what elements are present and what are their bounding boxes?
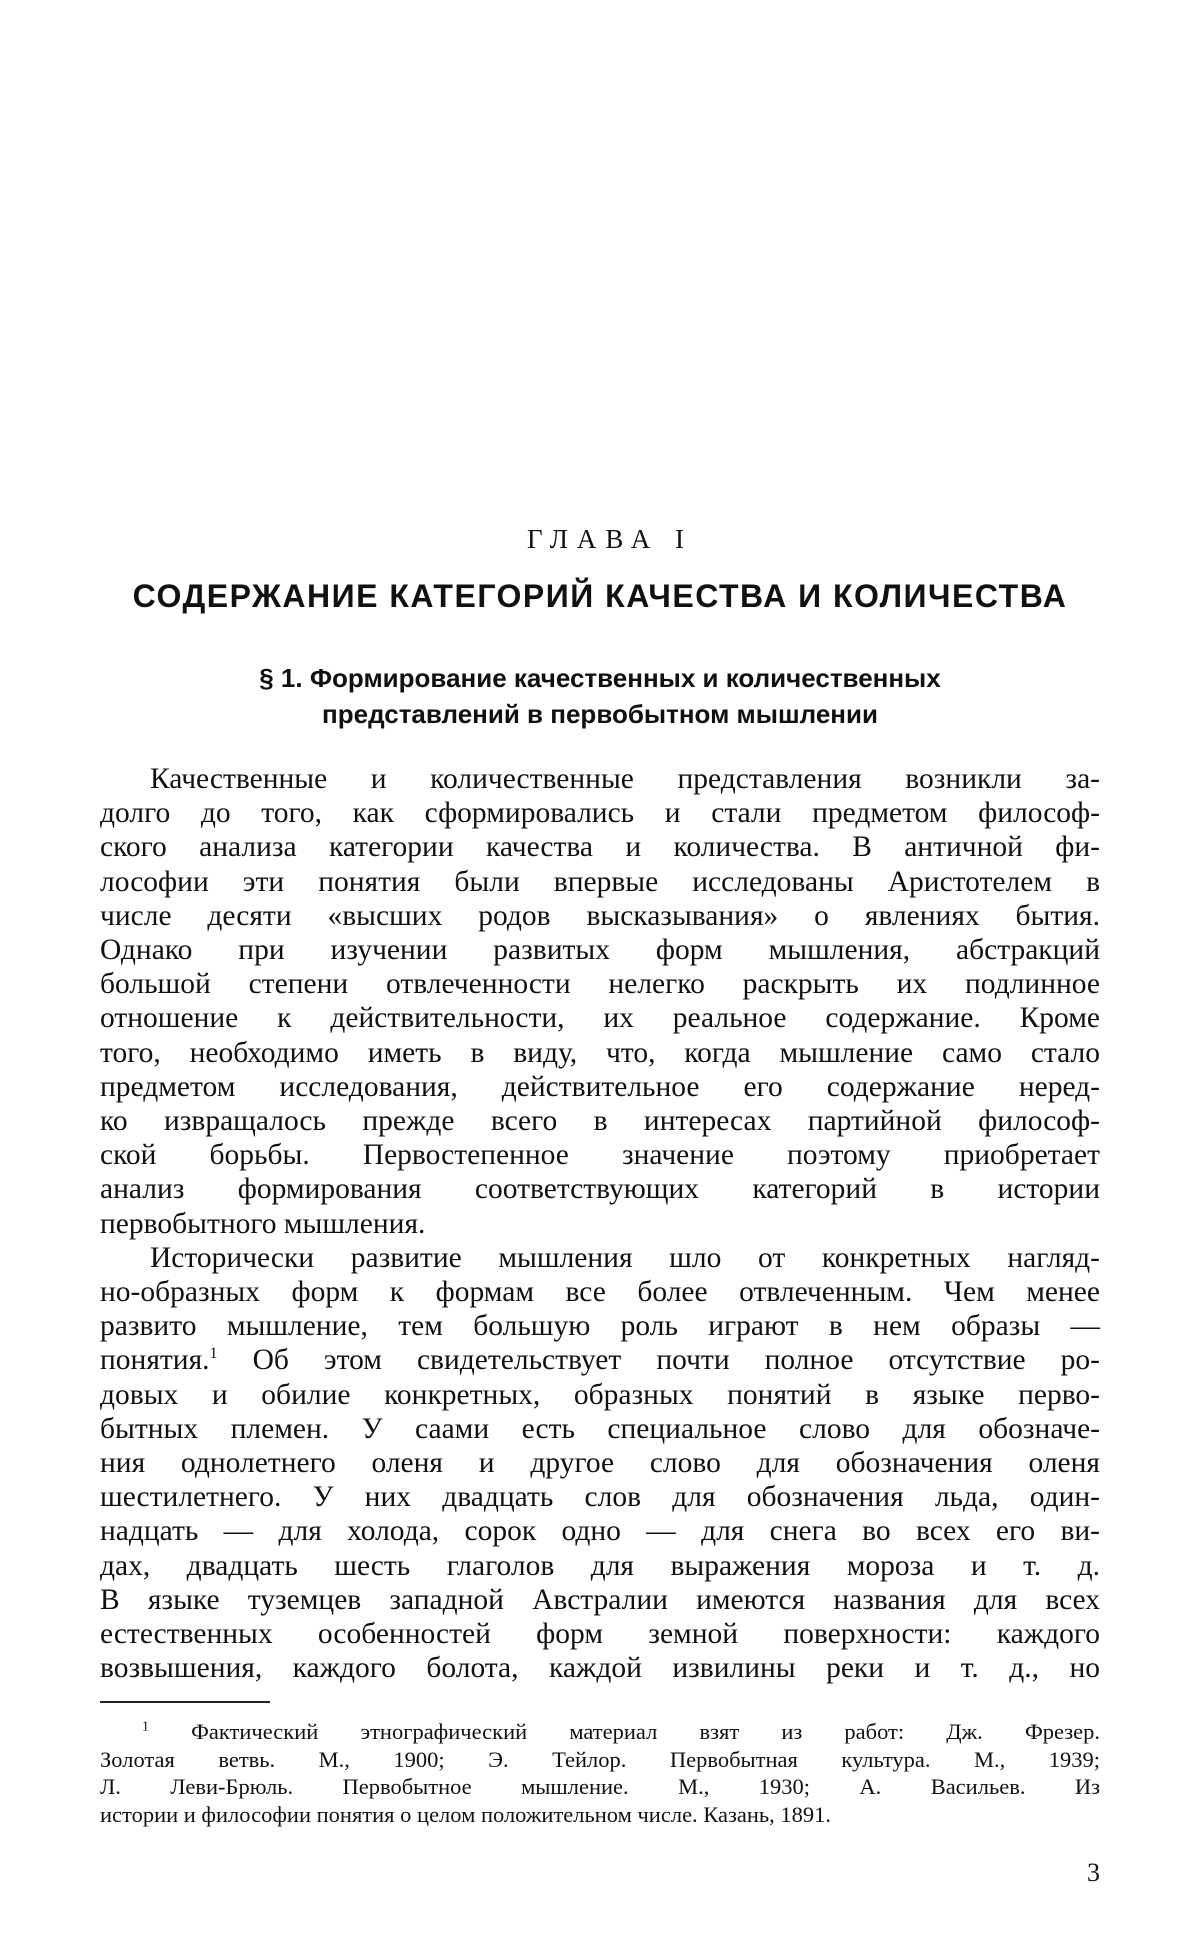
text-line: Качественные и количественные представления возникли за- (150, 763, 1100, 795)
text-line: предметом исследования, действительное его содержание неред- (100, 1070, 1100, 1103)
text-line: ния однолетнего оленя и другое слово для обозначения оленя (100, 1447, 1100, 1480)
footnote-marker: 1 (142, 1719, 149, 1735)
chapter-label: ГЛАВА I (527, 524, 693, 554)
text-fragment: понятия. (100, 1344, 210, 1377)
footnote-divider (100, 1701, 270, 1703)
text-line: отношение к действительности, их реальное содержание. Кроме (100, 1002, 1100, 1035)
text-line: анализ формирования соответствующих категорий в истории (100, 1173, 1100, 1206)
footnote-line: Л. Леви-Брюль. Первобытное мышление. М., 1930; А. Васильев. Из (100, 1774, 1100, 1799)
text-line: Исторически развитие мышления шло от конкретных нагляд- (150, 1241, 1100, 1274)
section-heading-line-2: представлений в первобытном мышлении (322, 699, 878, 729)
text-line: развито мышление, тем большую роль играют в нем образы — (100, 1310, 1100, 1343)
text-line: лософии эти понятия были впервые исследованы Аристотелем в (100, 865, 1100, 898)
text-line: большой степени отвлеченности нелегко раскрыть их подлинное (100, 968, 1100, 1001)
text-fragment: Фактический этнографический материал взят из работ: Дж. Фрезер. (149, 1719, 1100, 1744)
section-heading (170, 660, 1030, 732)
text-line: возвышения, каждого болота, каждой извилины реки и т. д., но (100, 1652, 1100, 1685)
text-line (100, 1343, 1100, 1377)
text-line: Однако при изучении развитых форм мышления, абстракций (100, 934, 1100, 967)
text-line: ского анализа категории качества и количества. В античной фи- (100, 831, 1100, 864)
text-line: первобытного мышления. (100, 1207, 426, 1240)
page-number: 3 (1087, 1858, 1100, 1887)
text-line: ской борьбы. Первостепенное значение поэтому приобретает (100, 1139, 1100, 1172)
text-line: надцать — для холода, сорок одно — для снега во всех его ви- (100, 1515, 1100, 1548)
text-line: долго до того, как сформировались и стали предметом философ- (100, 797, 1100, 830)
text-line: В языке туземцев западной Австралии имеются названия для всех (100, 1583, 1100, 1616)
footnote (100, 1718, 1100, 1828)
text-line: дах, двадцать шесть глаголов для выражения мороза и т. д. (100, 1549, 1100, 1582)
text-fragment: Об этом свидетельствует почти полное отсутствие ро- (217, 1344, 1100, 1377)
text-line: но-образных форм к формам все более отвлеченным. Чем менее (100, 1276, 1100, 1309)
footnote-line (100, 1718, 1100, 1746)
text-line: числе десяти «высших родов высказывания» о явлениях бытия. (100, 899, 1100, 932)
text-line: ко извращалось прежде всего в интересах партийной философ- (100, 1105, 1100, 1138)
footnote-line: Золотая ветвь. М., 1900; Э. Тейлор. Первобытная культура. М., 1939; (100, 1746, 1100, 1772)
paragraph-1 (100, 762, 1100, 1241)
text-line: довых и обилие конкретных, образных понятий в языке перво- (100, 1378, 1100, 1411)
text-line: бытных племен. У саами есть специальное слово для обозначе- (100, 1412, 1100, 1445)
chapter-title: СОДЕРЖАНИЕ КАТЕГОРИЙ КАЧЕСТВА И КОЛИЧЕСТВА (132, 578, 1068, 614)
text-line: шестилетнего. У них двадцать слов для обозначения льда, один- (100, 1481, 1100, 1514)
section-heading-line-1: § 1. Формирование качественных и количественных (259, 663, 941, 693)
footnote-line: истории и философии понятия о целом положительном числе. Казань, 1891. (100, 1801, 832, 1827)
text-line: естественных особенностей форм земной поверхности: каждого (100, 1618, 1100, 1651)
body-text (100, 762, 1100, 1685)
footnote-reference[interactable]: 1 (209, 1345, 218, 1363)
text-line: того, необходимо иметь в виду, что, когда мышление само стало (100, 1036, 1100, 1069)
paragraph-2 (100, 1241, 1100, 1686)
